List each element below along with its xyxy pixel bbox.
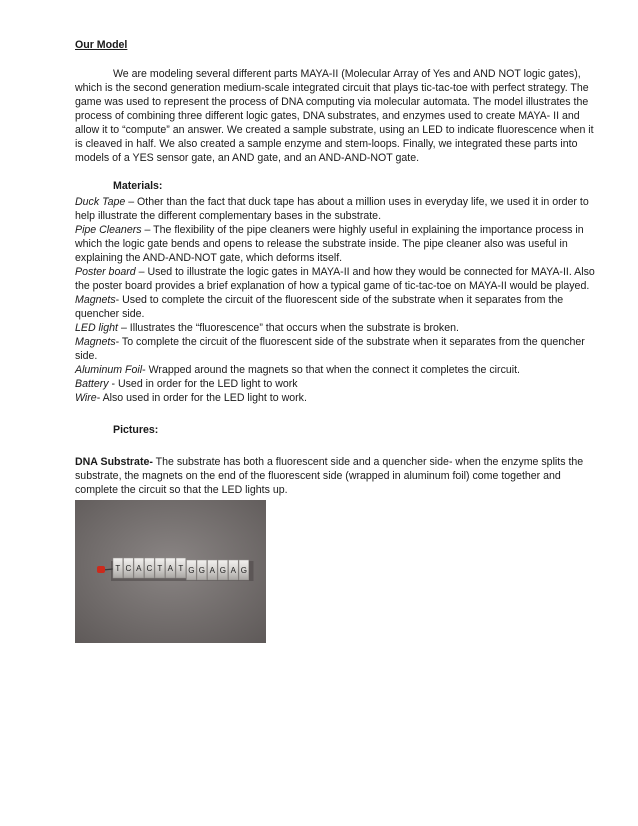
material-separator: - — [115, 294, 123, 306]
material-description: To complete the circuit of the fluorescent side of the substrate when it separates from the quencher side. — [75, 336, 585, 362]
material-separator: – — [118, 322, 130, 334]
substrate-photo-image — [75, 500, 266, 643]
material-separator: - — [96, 392, 103, 404]
material-description: Used to complete the circuit of the fluorescent side of the substrate when it separates from the quencher side. — [75, 294, 564, 320]
material-item — [75, 265, 595, 293]
base-letter: A — [230, 566, 237, 575]
base-letter: G — [188, 566, 195, 575]
base-letter: T — [115, 564, 121, 573]
document-body — [75, 38, 595, 497]
material-item — [75, 195, 595, 223]
materials-list — [75, 195, 595, 405]
material-term: Duck Tape — [75, 196, 126, 208]
intro-paragraph: We are modeling several different parts MAYA-II (Molecular Array of Yes and AND NOT logic gates), which is the second generation medium-scale integrated circuit that plays tic-tac-toe with perfect strategy. The game was used to represent the process of DNA computing via molecular automata. The model illustrates the process of combining three different logic gates, DNA substrates, and enzymes used to create MAYA- II and allow it to “compute” an answer. We created a sample substrate, using an LED to indicate fluorescence when it is cleaved in half. We also created a sample enzyme and stem-loops. Finally, we integrated these parts into models of a YES sensor gate, an AND gate, and an AND-AND-NOT gate. — [75, 68, 594, 164]
material-separator: - — [142, 364, 149, 376]
material-item — [75, 335, 595, 363]
material-separator: - — [108, 378, 118, 390]
material-item — [75, 293, 595, 321]
material-separator: – — [141, 224, 154, 236]
material-item — [75, 223, 595, 265]
base-letter: A — [136, 564, 142, 573]
base-letter: C — [146, 564, 153, 573]
material-description: Other than the fact that duck tape has about a million uses in everyday life, we used it in order to help illustrate the different complementary bases in the substrate. — [75, 196, 589, 222]
material-description: Used in order for the LED light to work — [117, 378, 298, 390]
dna-substrate-paragraph — [75, 455, 595, 497]
material-term: Magnets — [75, 336, 116, 348]
material-description: Illustrates the “fluorescence” that occurs when the substrate is broken. — [129, 322, 459, 334]
material-item — [75, 391, 595, 405]
dna-substrate-term: DNA Substrate- — [75, 456, 153, 468]
base-letter: C — [125, 564, 132, 573]
base-letter: G — [219, 566, 226, 575]
material-separator: – — [125, 196, 138, 208]
substrate-photo — [75, 500, 266, 643]
material-term: Aluminum Foil — [75, 364, 143, 376]
material-description: Used to illustrate the logic gates in MAYA-II and how they would be connected for MAYA-II. Also the poster board provides a brief explanation of how a typical game of tic-tac-toe on MAYA-II would be played. — [75, 266, 595, 292]
base-letter: G — [198, 566, 205, 575]
materials-heading: Materials: — [113, 180, 163, 192]
base-letter: T — [178, 564, 184, 573]
material-separator: - — [115, 336, 122, 348]
material-description: Wrapped around the magnets so that when the connect it completes the circuit. — [148, 364, 520, 376]
material-separator: – — [135, 266, 148, 278]
pictures-heading: Pictures: — [113, 424, 159, 436]
section-heading: Our Model — [75, 39, 128, 51]
material-term: Wire — [75, 392, 97, 404]
material-term: Magnets — [75, 294, 116, 306]
material-description: Also used in order for the LED light to work. — [102, 392, 307, 404]
material-term: LED light — [75, 322, 118, 334]
material-term: Battery — [75, 378, 109, 390]
base-letter: G — [240, 566, 247, 575]
material-description: The flexibility of the pipe cleaners were highly useful in explaining the importance process in which the logic gate bends and opens to release the substrate inside. The pipe cleaner also was useful in explaining the AND-AND-NOT gate, which deforms itself. — [75, 224, 584, 264]
dna-substrate-description: The substrate has both a fluorescent side and a quencher side- when the enzyme splits the substrate, the magnets on the end of the fluorescent side (wrapped in aluminum foil) come together and complete the circuit so that the LED lights up. — [75, 456, 584, 496]
material-item — [75, 321, 595, 335]
material-term: Pipe Cleaners — [75, 224, 142, 236]
base-letter: A — [209, 566, 216, 575]
base-letter: T — [157, 564, 163, 573]
led-light — [97, 566, 105, 573]
material-term: Poster board — [75, 266, 136, 278]
material-item — [75, 377, 595, 391]
base-letter: A — [167, 564, 174, 573]
material-item — [75, 363, 595, 377]
